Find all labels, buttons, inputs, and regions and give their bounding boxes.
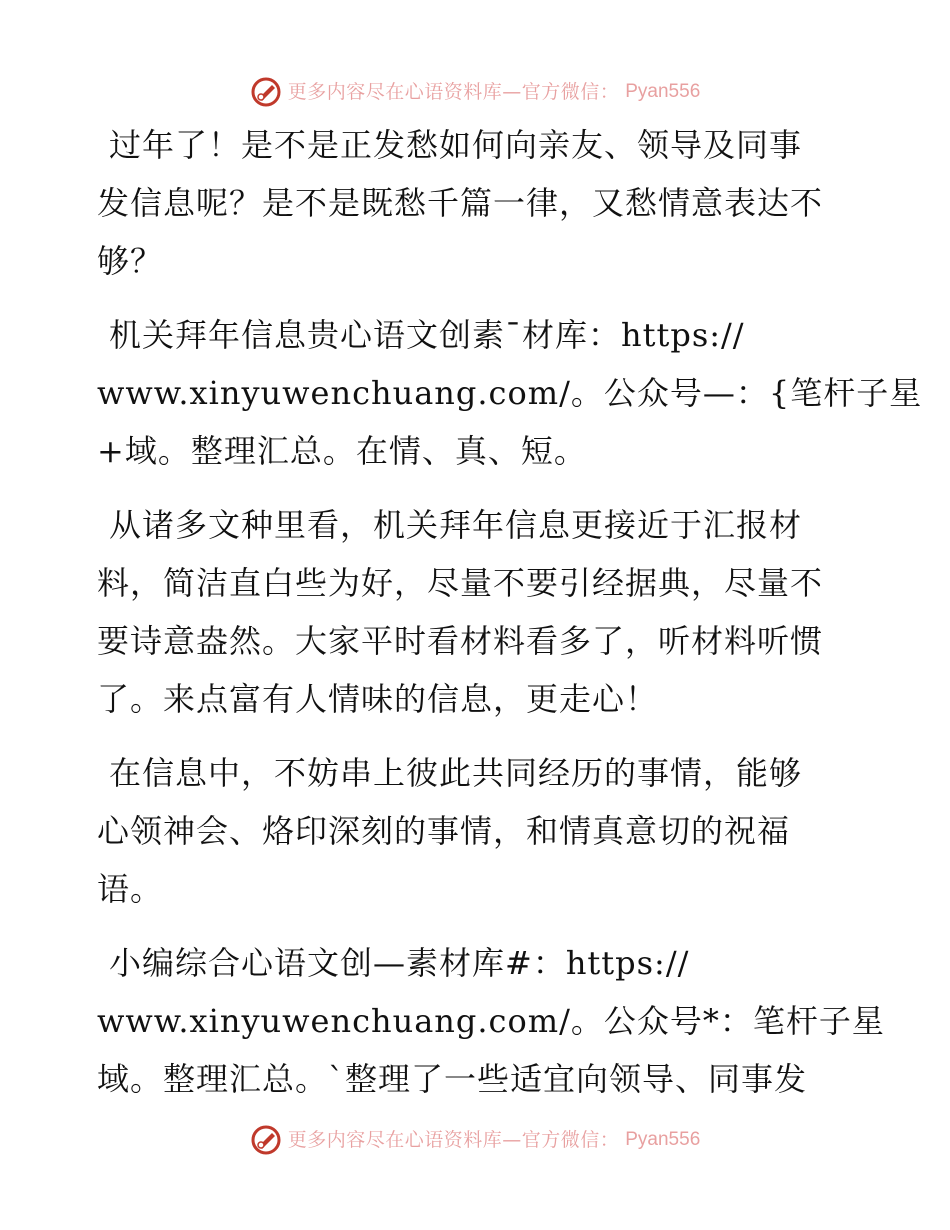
watermark-wechat-id: Pyan556 [625, 1129, 701, 1150]
text-line: 料，简洁直白些为好，尽量不要引经据典，尽量不 [97, 564, 824, 602]
watermark-text: 更多内容尽在心语资料库—官方微信： [287, 81, 620, 103]
text-line: 小编综合心语文创—素材库#：https:// [109, 944, 690, 982]
paragraph-4 [97, 744, 857, 918]
header-watermark [0, 72, 950, 112]
text-line: 了。来点富有人情味的信息，更走心！ [97, 680, 659, 718]
text-line: 够？ [97, 242, 164, 280]
text-line: 要诗意盎然。大家平时看材料看多了，听材料听惯 [97, 622, 824, 660]
paragraph-2 [97, 306, 923, 480]
paragraph-5 [97, 934, 885, 1108]
paragraph-3 [97, 496, 857, 728]
text-line: +域。整理汇总。在情、真、短。 [97, 432, 587, 470]
text-line: 域。整理汇总。`整理了一些适宜向领导、同事发 [97, 1060, 808, 1098]
text-line: www.xinyuwenchuang.com/。公众号*：笔杆子星 [97, 1002, 885, 1040]
text-line: 从诸多文种里看，机关拜年信息更接近于汇报材 [109, 506, 803, 544]
text-line: 发信息呢？是不是既愁千篇一律，又愁情意表达不 [97, 184, 824, 222]
pen-seal-icon [250, 76, 282, 108]
text-line: www.xinyuwenchuang.com/。公众号—：{笔杆子星 [97, 374, 923, 412]
text-line: 在信息中，不妨串上彼此共同经历的事情，能够 [109, 754, 803, 792]
text-line: 语。 [97, 870, 164, 908]
text-line: 过年了！是不是正发愁如何向亲友、领导及同事 [109, 126, 803, 164]
document-body [97, 116, 923, 1124]
watermark-wechat-id: Pyan556 [625, 81, 701, 102]
pen-seal-icon [250, 1124, 282, 1156]
footer-watermark [0, 1120, 950, 1160]
text-line: 机关拜年信息贵心语文创素¯材库：https:// [109, 316, 745, 354]
watermark-text: 更多内容尽在心语资料库—官方微信： [287, 1129, 620, 1151]
text-line: 心领神会、烙印深刻的事情，和情真意切的祝福 [97, 812, 791, 850]
paragraph-1 [97, 116, 857, 290]
